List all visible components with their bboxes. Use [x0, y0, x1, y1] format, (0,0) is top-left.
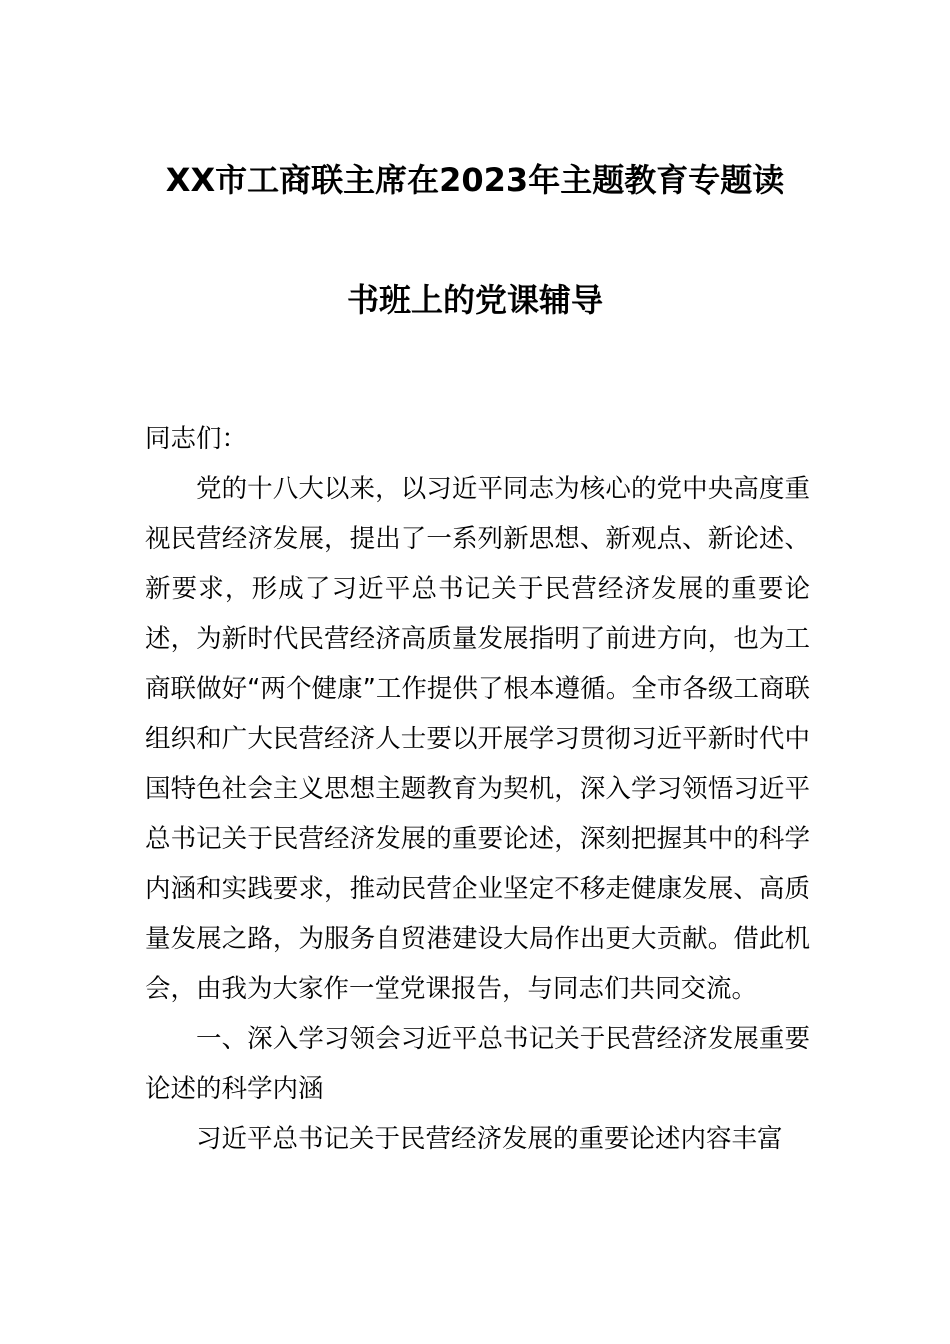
section-heading-1: 一、深入学习领会习近平总书记关于民营经济发展重要论述的科学内涵: [145, 1024, 810, 1104]
paragraph-intro: 党的十八大以来，以习近平同志为核心的党中央高度重视民营经济发展，提出了一系列新思想、新观点、新论述、新要求，形成了习近平总书记关于民营经济发展的重要论述，为新时代民营经济高质量发展指明了前进方向，也为工商联做好“两个健康”工作提供了根本遵循。全市各级工商联组织和广大民营经济人士要以开展学习贯彻习近平新时代中国特色社会主义思想主题教育为契机，深入学习领悟习近平总书记关于民营经济发展的重要论述，深刻把握其中的科学内涵和实践要求，推动民营企业坚定不移走健康发展、高质量发展之路，为服务自贸港建设大局作出更大贡献。借此机会，由我为大家作一堂党课报告，与同志们共同交流。: [145, 474, 810, 1004]
greeting: 同志们：: [145, 424, 248, 454]
document-body: [145, 464, 810, 1164]
document-title-line-2: 书班上的党课辅导: [346, 281, 603, 319]
paragraph-section-1: 习近平总书记关于民营经济发展的重要论述内容丰富: [196, 1124, 783, 1154]
document-title-line-1: XX市工商联主席在2023年主题教育专题读: [165, 161, 785, 199]
